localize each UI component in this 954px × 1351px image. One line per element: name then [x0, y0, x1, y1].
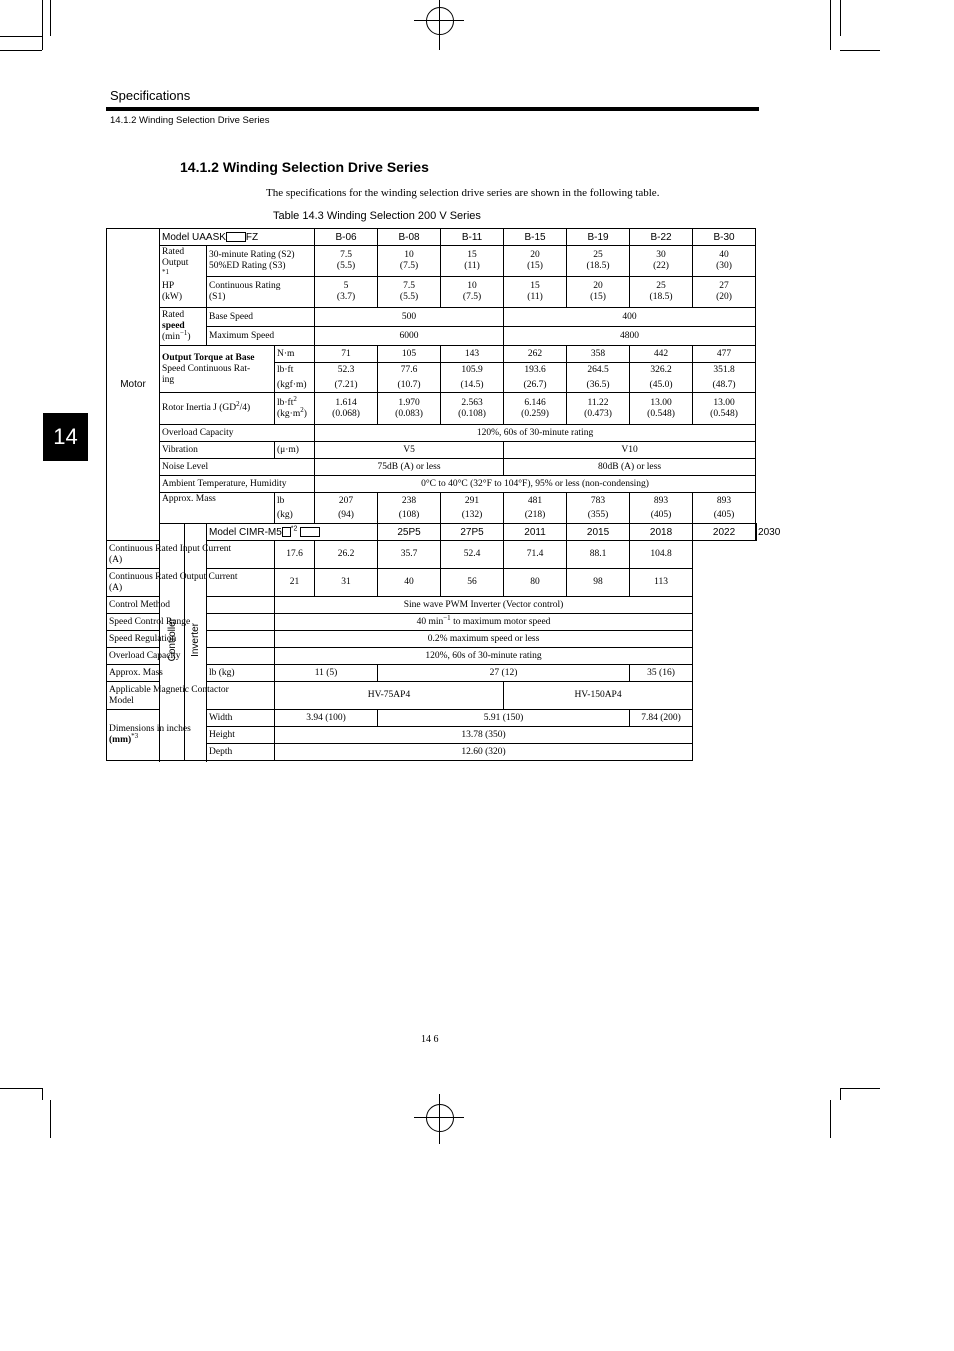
mass-unit: lb (kg): [275, 493, 315, 524]
motor-model: B-15: [504, 229, 567, 246]
s2-value: 7.5 (5.5): [315, 246, 378, 277]
vibration-label: Vibration: [160, 442, 275, 459]
contactor-label: Applicable Magnetic Contactor Model: [107, 682, 275, 710]
controller-group-label: Controller: [166, 618, 178, 662]
torque-nm-value: 442: [630, 346, 693, 363]
mass-value: 893 (405): [693, 493, 756, 524]
crop-mark: [0, 50, 42, 51]
input-current-value: 17.6: [275, 541, 315, 569]
motor-group-label: Motor: [107, 229, 160, 541]
mass-value: 11 (5): [275, 665, 378, 682]
torque-lbft-value: 264.5 (36.5): [567, 363, 630, 393]
motor-model: B-11: [441, 229, 504, 246]
s2-value: 25 (18.5): [567, 246, 630, 277]
torque-lbft-value: 105.9 (14.5): [441, 363, 504, 393]
motor-model: B-08: [378, 229, 441, 246]
table-row: [107, 459, 757, 476]
s1-value: 7.5 (5.5): [378, 277, 441, 308]
s2-value: 15 (11): [441, 246, 504, 277]
overload-capacity-value: 120%, 60s of 30-minute rating: [315, 425, 756, 442]
motor-model: B-19: [567, 229, 630, 246]
crop-mark: [42, 1088, 43, 1100]
table-row: [107, 493, 757, 524]
running-header-subsection: 14.1.2 Winding Selection Drive Series: [110, 115, 270, 126]
output-current-label: Continuous Rated Output Current (A): [107, 569, 275, 597]
s1-value: 20 (15): [567, 277, 630, 308]
running-header-title: Specifications: [110, 88, 191, 103]
input-current-value: 52.4: [441, 541, 504, 569]
inertia-value: 6.146 (0.259): [504, 393, 567, 425]
table-caption: Table 14.3 Winding Selection 200 V Series: [273, 210, 481, 222]
output-current-value: 31: [315, 569, 378, 597]
input-current-value: 104.8: [630, 541, 693, 569]
overload-capacity-value: 120%, 60s of 30-minute rating: [275, 648, 693, 665]
width-value: 3.94 (100): [275, 710, 378, 727]
crop-mark: [840, 0, 841, 36]
crop-mark: [42, 0, 43, 50]
crop-mark: [840, 1088, 841, 1100]
torque-label: Output Torque at Base Speed Continuous Rat- ing: [160, 346, 275, 393]
speed-regulation-label: Speed Regulation: [107, 631, 275, 648]
overload-capacity-label: Overload Capacity: [107, 648, 275, 665]
page-number: 14 6: [421, 1034, 439, 1045]
section-title: 14.1.2 Winding Selection Drive Series: [180, 159, 429, 175]
rated-output-label: Rated Output *1 HP (kW): [160, 246, 207, 308]
max-speed-label: Maximum Speed: [207, 327, 315, 346]
contactor-value: HV-75AP4: [275, 682, 504, 710]
output-current-value: 80: [504, 569, 567, 597]
crop-mark: [50, 1100, 51, 1138]
table-row: [107, 229, 757, 246]
crop-mark: [830, 1100, 831, 1138]
noise-level-label: Noise Level: [160, 459, 315, 476]
noise-level-value: 75dB (A) or less: [315, 459, 504, 476]
mass-value: 893 (405): [630, 493, 693, 524]
output-current-value: 98: [567, 569, 630, 597]
intro-paragraph: The specifications for the winding selection drive series are shown in the following table.: [266, 187, 660, 199]
inverter-model: 2022: [693, 524, 756, 541]
inertia-value: 1.970 (0.083): [378, 393, 441, 425]
inverter-model: 2015: [567, 524, 630, 541]
s2-value: 30 (22): [630, 246, 693, 277]
spec-table: [106, 228, 781, 761]
max-speed-value: 4800: [504, 327, 756, 346]
width-value: 7.84 (200): [630, 710, 693, 727]
mass-value: 481 (218): [504, 493, 567, 524]
torque-lbft-value: 193.6 (26.7): [504, 363, 567, 393]
inertia-value: 1.614 (0.068): [315, 393, 378, 425]
s1-value: 10 (7.5): [441, 277, 504, 308]
registration-mark-icon: [426, 7, 454, 35]
torque-lbft-value: 52.3 (7.21): [315, 363, 378, 393]
output-current-value: 21: [275, 569, 315, 597]
speed-control-range-value: 40 $\min^{-1}$ to maximum motor speed: [275, 614, 693, 631]
speed-control-range-label: Speed Control Range: [107, 614, 275, 631]
control-method-value: Sine wave PWM Inverter (Vector control): [275, 597, 693, 614]
table-row: [107, 524, 757, 541]
noise-level-value: 80dB (A) or less: [504, 459, 756, 476]
approx-mass-label: Approx. Mass: [107, 665, 207, 682]
mass-value: 207 (94): [315, 493, 378, 524]
input-current-value: 88.1: [567, 541, 630, 569]
s2-value: 20 (15): [504, 246, 567, 277]
crop-mark: [50, 0, 51, 36]
chapter-tab: 14: [43, 413, 88, 461]
crop-mark: [0, 1088, 42, 1089]
inertia-value: 13.00 (0.548): [630, 393, 693, 425]
s1-value: 15 (11): [504, 277, 567, 308]
contactor-value: HV-150AP4: [504, 682, 693, 710]
torque-nm-value: 143: [441, 346, 504, 363]
torque-lbft-value: 326.2 (45.0): [630, 363, 693, 393]
motor-model-label: Model UAASK FZ: [160, 229, 315, 246]
torque-nm-value: 105: [378, 346, 441, 363]
table-row: [107, 442, 757, 459]
motor-model: B-22: [630, 229, 693, 246]
table-row: [107, 425, 757, 442]
inverter-model: 2018: [630, 524, 693, 541]
motor-model: B-30: [693, 229, 756, 246]
mass-value: 291 (132): [441, 493, 504, 524]
vibration-unit: (μ·m): [275, 442, 315, 459]
registration-mark-icon: [439, 0, 440, 50]
crop-mark: [840, 50, 880, 51]
approx-mass-label: Approx. Mass: [160, 493, 275, 524]
motor-model: B-06: [315, 229, 378, 246]
crop-mark: [830, 0, 831, 50]
torque-lbft-value: 351.8 (48.7): [693, 363, 756, 393]
crop-mark: [0, 36, 42, 37]
table-row: [107, 393, 757, 425]
inertia-value: 11.22 (0.473): [567, 393, 630, 425]
base-speed-value: 400: [504, 308, 756, 327]
vibration-value: V5: [315, 442, 504, 459]
inertia-value: 13.00 (0.548): [693, 393, 756, 425]
inverter-model: 25P5: [378, 524, 441, 541]
speed-regulation-value: 0.2% maximum speed or less: [275, 631, 693, 648]
torque-nm-value: 477: [693, 346, 756, 363]
height-value: 13.78 (350): [275, 727, 693, 744]
torque-nm-value: 71: [315, 346, 378, 363]
table-row: [107, 476, 757, 493]
mass-value: 35 (16): [630, 665, 693, 682]
s1-value: 27 (20): [693, 277, 756, 308]
overload-capacity-label: Overload Capacity: [160, 425, 315, 442]
ambient-value: 0°C to 40°C (32°F to 104°F), 95% or less (non-condensing): [315, 476, 756, 493]
inverter-model: 2011: [504, 524, 567, 541]
table-row: [107, 346, 757, 363]
crop-mark: [840, 1088, 880, 1089]
torque-unit-nm: N·m: [275, 346, 315, 363]
inertia-label: Rotor Inertia J $(GD^2/4)$: [160, 393, 275, 425]
inertia-unit: $lb\cdot ft^2$ $(kg\cdot m^2)$: [275, 393, 315, 425]
width-label: Width: [207, 710, 275, 727]
mass-value: 783 (355): [567, 493, 630, 524]
s1-value: 5 (3.7): [315, 277, 378, 308]
control-method-label: Control Method: [107, 597, 275, 614]
inverter-model-label: Model CIMR-M5 $^{*2}$: [207, 524, 378, 541]
dimensions-label: Dimensions in inches (mm)$^{*3}$: [107, 710, 207, 761]
mass-value: 27 (12): [378, 665, 630, 682]
inverter-model: 27P5: [441, 524, 504, 541]
s2-rating-label: 30-minute Rating (S2) 50%ED Rating (S3): [207, 246, 315, 277]
output-current-value: 40: [378, 569, 441, 597]
depth-value: 12.60 (320): [275, 744, 693, 761]
inertia-value: 2.563 (0.108): [441, 393, 504, 425]
torque-nm-value: 358: [567, 346, 630, 363]
input-current-label: Continuous Rated Input Current (A): [107, 541, 275, 569]
s1-rating-label: Continuous Rating (S1): [207, 277, 315, 308]
vibration-value: V10: [504, 442, 756, 459]
input-current-value: 26.2: [315, 541, 378, 569]
rated-speed-label: Rated speed $(\min^{-1})$: [160, 308, 207, 346]
torque-nm-value: 262: [504, 346, 567, 363]
table-row: [107, 246, 757, 277]
torque-unit-lbft: lb·ft (kgf·m): [275, 363, 315, 393]
output-current-value: 56: [441, 569, 504, 597]
base-speed-label: Base Speed: [207, 308, 315, 327]
max-speed-value: 6000: [315, 327, 504, 346]
input-current-value: 71.4: [504, 541, 567, 569]
mass-unit: lb (kg): [207, 665, 275, 682]
input-current-value: 35.7: [378, 541, 441, 569]
output-current-value: 113: [630, 569, 693, 597]
ambient-label: Ambient Temperature, Humidity: [160, 476, 315, 493]
controller-group-cell: [160, 524, 207, 761]
torque-lbft-value: 77.6 (10.7): [378, 363, 441, 393]
table-row: [107, 308, 757, 327]
base-speed-value: 500: [315, 308, 504, 327]
height-label: Height: [207, 727, 275, 744]
registration-mark-icon: [426, 1104, 454, 1132]
s2-value: 40 (30): [693, 246, 756, 277]
mass-value: 238 (108): [378, 493, 441, 524]
inverter-group-label: Inverter: [190, 623, 201, 657]
s1-value: 25 (18.5): [630, 277, 693, 308]
inverter-model: 2030: [758, 526, 781, 538]
header-rule: [106, 107, 759, 111]
width-value: 5.91 (150): [378, 710, 630, 727]
depth-label: Depth: [207, 744, 275, 761]
registration-mark-icon: [439, 1094, 440, 1144]
s2-value: 10 (7.5): [378, 246, 441, 277]
